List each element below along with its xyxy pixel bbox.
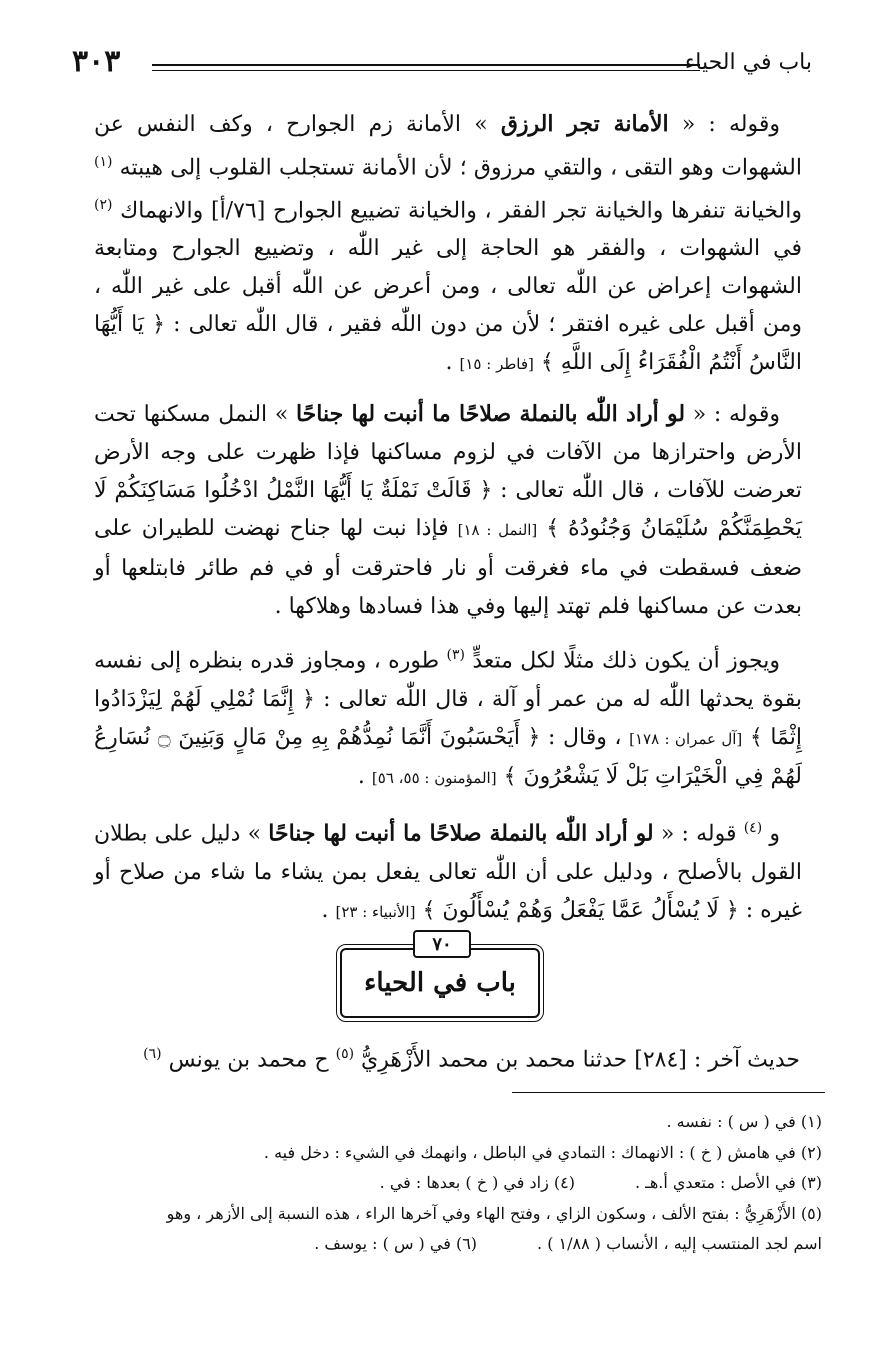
footnote-6: (٦) في ( س ) : يوسف . [314, 1234, 478, 1253]
footnote-marker: (٥) [335, 1046, 355, 1062]
paragraph-1: وقوله : « الأمانة تجر الرزق » الأمانة زم الجوارح ، وكف النفس عن الشهوات وهو التقى ، والتقي مرزوق ؛ لأن الأمانة تستجلب القلوب إلى هيبته $^{(١)}$ والخيانة تنفرها والخيانة تجر الفقر ، والخيانة تضييع الجوارح [٧٦/أ] والانهماك $^{(٢)}$ في الشهوات ، والفقر هو الحاجة إلى غير اللّٰه ، وتضييع الجوارح ومتابعة الشهوات إعراض عن اللّٰه تعالى ، ومن أعرض عن اللّٰه أقبل على غير اللّٰه ، ومن أقبل على غيره افتقر ؛ لأن من دون اللّٰه فقير ، قال اللّٰه تعالى : ﴿ يَا أَيُّهَا النَّاسُ أَنْتُمُ الْفُقَرَاءُ إِلَى اللَّهِ ﴾ [فاطر : ١٥] . [94, 111, 802, 376]
footnote-marker: (٦) [143, 1046, 162, 1062]
footnote-row-5-6 [92, 1229, 822, 1260]
header-rule [152, 64, 700, 66]
footnote-marker: (٢) [94, 197, 113, 214]
running-title: باب في الحياء [684, 50, 812, 75]
page-number: ٣٠٣ [72, 44, 121, 79]
page-header [72, 46, 812, 82]
footnote-marker: (١) [94, 153, 113, 170]
footnote-4: (٤) زاد في ( خ ) بعدها : في . [379, 1173, 575, 1192]
chapter-number: ٧٠ [413, 930, 471, 958]
footnote-3: (٣) في الأصل : متعدي أ.هـ . [634, 1173, 822, 1192]
header-rule-thin [152, 70, 700, 71]
footnote-row-3-4 [92, 1168, 822, 1199]
footnote-5-cont: اسم لجد المنتسب إليه ، الأنساب ( ١/٨٨ ) . [537, 1234, 822, 1253]
chapter-heading-box [340, 948, 540, 1018]
footnotes [92, 1107, 822, 1260]
footnote-marker: (٣) [446, 647, 465, 664]
quran-reference: [النمل : ١٨] [457, 520, 538, 539]
footnote-5: (٥) الأَزْهَرِيُّ : بفتح الألف ، وسكون الزاي ، وفتح الهاء وفي آخرها الراء ، هذه النسبة إلى الأزهر ، وهو [166, 1203, 822, 1223]
footnote-2: (٢) في هامش ( خ ) : الانهماك : التمادي في الباطل ، وانهمك في الشيء : دخل فيه . [263, 1142, 822, 1162]
footnote-marker: (٤) [743, 820, 763, 837]
paragraph-2: وقوله : « لو أراد اللّٰه بالنملة صلاحًا ما أنبت لها جناحًا » النمل مسكنها تحت الأرض واحترازها من الآفات في لزوم مساكنها فإذا ظهرت على وجه الأرض تعرضت للآفات ، قال اللّٰه تعالى : ﴿ قَالَتْ نَمْلَةٌ يَا أَيُّهَا النَّمْلُ ادْخُلُوا مَسَاكِنَكُمْ لَا يَحْطِمَنَّكُمْ سُلَيْمَانُ وَجُنُودُهُ ﴾ [النمل : ١٨] فإذا نبت لها جناح نهضت للطيران على ضعف فسقطت في ماء فغرقت أو نار فاحترقت أو في فم طائر فابتلعها أو بعدت عن مساكنها فلم تهتد إليها وفي هذا فسادها وهلاكها . [94, 401, 803, 619]
quran-reference: [فاطر : ١٥] [459, 355, 534, 374]
hadith-chain: حديث آخر : [٢٨٤] حدثنا محمد بن محمد الأَزْهَرِيُّ $^{(٥)}$ ح محمد بن يونس $^{(٦)}$ [143, 1046, 800, 1073]
paragraph-3: ويجوز أن يكون ذلك مثلًا لكل متعدٍّ $^{(٣)}$ طوره ، ومجاوز قدره بنظره إلى نفسه بقوة يحدثها اللّٰه له من عمر أو آلة ، قال اللّٰه تعالى : ﴿ إِنَّمَا نُمْلِي لَهُمْ لِيَزْدَادُوا إِثْمًا ﴾ [آل عمران : ١٧٨] ، وقال : ﴿ أَيَحْسَبُونَ أَنَّمَا نُمِدُّهُمْ بِهِ مِنْ مَالٍ وَبَنِينَ ۝ نُسَارِعُ لَهُمْ فِي الْخَيْرَاتِ بَلْ لَا يَشْعُرُونَ ﴾ [المؤمنون : ٥٥، ٥٦] . [94, 647, 803, 790]
hadith-phrase: لو أراد اللّٰه بالنملة صلاحًا ما أنبت لها جناحًا [268, 820, 654, 847]
hadith-phrase: الأمانة تجر الرزق [500, 111, 669, 137]
quran-reference: [آل عمران : ١٧٨] [629, 729, 743, 748]
main-text [94, 106, 802, 943]
chapter-title: باب في الحياء [364, 968, 516, 998]
footnote-separator [512, 1092, 825, 1093]
hadith-phrase: لو أراد اللّٰه بالنملة صلاحًا ما أنبت لها جناحًا [295, 401, 686, 427]
paragraph-4: و $^{(٤)}$ قوله : « لو أراد اللّٰه بالنملة صلاحًا ما أنبت لها جناحًا » دليل على بطلان القول بالأصلح ، ودليل على أن اللّٰه تعالى يفعل بمن يشاء ما شاء من صلاح أو غيره : ﴿ لَا يُسْأَلُ عَمَّا يَفْعَلُ وَهُمْ يُسْأَلُونَ ﴾ [الأنبياء : ٢٣] . [94, 820, 802, 923]
quran-reference: [المؤمنون : ٥٥، ٥٦] [371, 769, 497, 788]
quran-reference: [الأنبياء : ٢٣] [335, 902, 416, 921]
footnote-1: (١) في ( س ) : نفسه . [666, 1112, 822, 1131]
